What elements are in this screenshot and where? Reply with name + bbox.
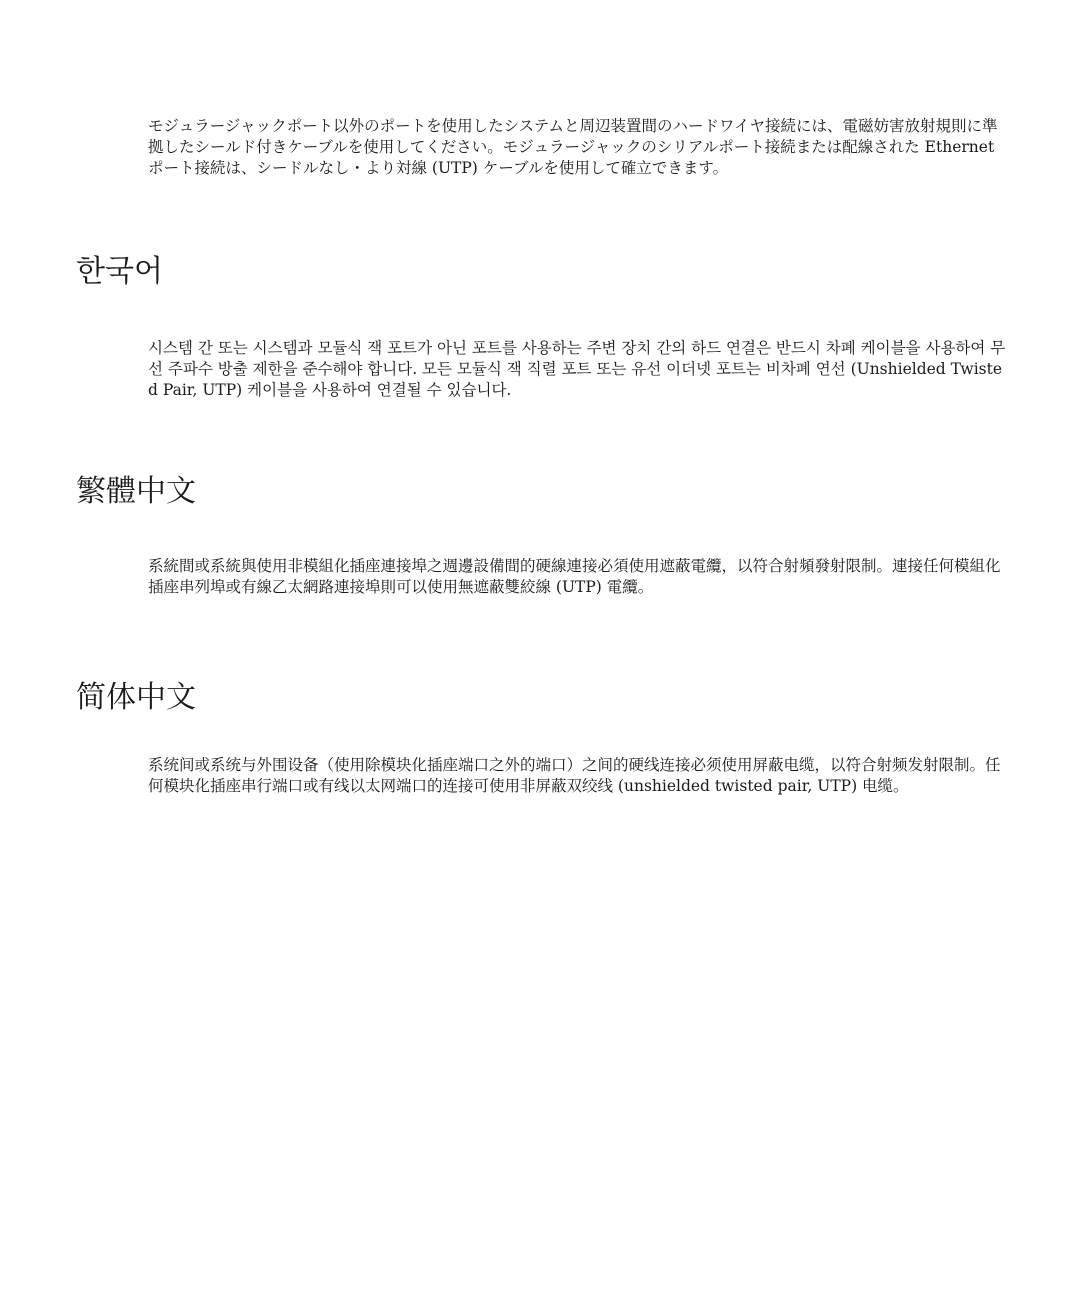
korean-paragraph: 시스템 간 또는 시스템과 모듈식 잭 포트가 아닌 포트를 사용하는 주변 장치 간의 하드 연결은 반드시 차폐 케이블을 사용하여 무선 주파수 방출 제한을 준수해야 합니다. 모든 모듈식 잭 직렬 포트 또는 유선 이더넷 포트는 비차폐 연선 (Unshielded Twisted Pair, UTP) 케이블을 사용하여 연결될 수 있습니다. — [148, 339, 1006, 399]
simplified-chinese-paragraph: 系统间或系统与外围设备（使用除模块化插座端口之外的端口）之间的硬线连接必须使用屏蔽电缆，以符合射频发射限制。任何模块化插座串行端口或有线以太网端口的连接可使用非屏蔽双绞线 (unshielded twisted pair, UTP) 电缆。 — [148, 756, 1001, 795]
traditional-chinese-heading: 繁體中文 — [76, 474, 196, 509]
simplified-chinese-heading: 简体中文 — [76, 680, 196, 715]
japanese-paragraph: モジュラージャックポート以外のポートを使用したシステムと周辺装置間のハードワイヤ接続には、電磁妨害放射規則に準拠したシールド付きケーブルを使用してください。モジュラージャックのシリアルポート接続または配線された Ethernet ポート接続は、シードルなし・より対線 (UTP) ケーブルを使用して確立できます。 — [148, 117, 998, 177]
traditional-chinese-paragraph: 系統間或系統與使用非模組化插座連接埠之週邊設備間的硬線連接必須使用遮蔽電纜，以符合射頻發射限制。連接任何模組化插座串列埠或有線乙太網路連接埠則可以使用無遮蔽雙絞線 (UTP) 電纜。 — [148, 557, 1001, 596]
korean-heading: 한국어 — [76, 254, 163, 289]
